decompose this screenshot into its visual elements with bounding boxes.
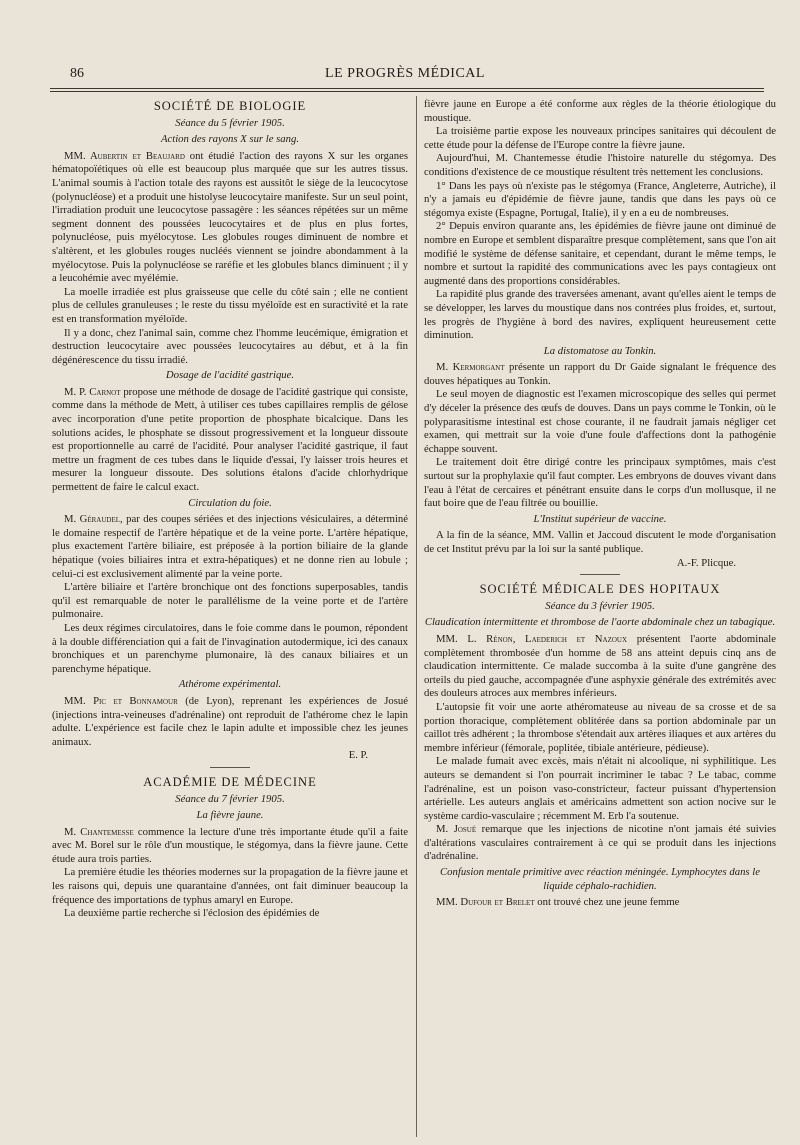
paragraph-text: remarque que les injections de nicotine n'ont jamais été suivies d'altérations vasculaires contrairement à ce qui se produit dans les injections d'adrénaline.: [424, 823, 776, 863]
author-names: M. Josué: [436, 823, 477, 836]
paragraph: 1° Dans les pays où n'existe pas le stégomya (France, Angleterre, Autriche), il n'y a jamais eu d'épidémie de fièvre jaune, tandis que dans les pays où ce stégomya existe (Espagne, Portugal, Italie), il y en a eu de nombreuses.: [424, 179, 776, 219]
paragraph: La rapidité plus grande des traversées amenant, avant qu'elles aient le temps de se développer, les larves du moustique dans nos contrées plus froides, et, surtout, les progrès de l'hygiène à bord des navires, expliquent heureusement cette diminution.: [424, 288, 776, 342]
paragraph-text: présentent l'aorte abdominale complètement thrombosée d'un homme de 58 ans atteint depuis cinq ans de claudication intermittente. Ce malade succomba à la suite d'une gangrène des orteils du pied gauche, accompagnée d'une asphyxie générale des extrémités avec des douleurs atroces aux membres inférieurs.: [424, 632, 776, 700]
paragraph: [52, 386, 408, 495]
paragraph: La troisième partie expose les nouveaux principes sanitaires qui découlent de cette étude pour la défense de l'Europe contre la fièvre jaune.: [424, 125, 776, 151]
paragraph: [424, 823, 776, 864]
author-names: MM. Dufour et Brelet: [436, 896, 535, 909]
paragraph: [424, 896, 776, 910]
article-title: Circulation du foie.: [188, 496, 272, 509]
paragraph: La première étudie les théories modernes sur la propagation de la fièvre jaune et les raisons qui, depuis une quarantaine d'années, ont fait diminuer beaucoup la fréquence des importations de typhus amaryl en Europe.: [52, 866, 408, 906]
author-names: MM. Aubertin et Beaujard: [64, 149, 185, 162]
paragraph-text: propose une méthode de dosage de l'acidité gastrique qui consiste, comme dans la méthode de Mett, à utiliser ces tubes capillaires remplis de gélose avec incorporation d'une petite proportion de phosphate bicalcique. Dans les solutions acides, le phosphate se dissout progressivement et la longueur dissoute est proportionnelle au carré de l'acidité. Pour analyser l'acidité gastrique, il faut mettre un fragment de ces tubes dans le liquide d'essai, l'y laisser trois heures et mesurer la longueur dissoute. Des solutions étalons d'acide chlorhydrique permettent de faire le calcul exact.: [52, 385, 408, 494]
author-names: M. Chantemesse: [64, 825, 134, 838]
paragraph-text: présente un rapport du Dr Gaide signalant le fréquence des douves hépatiques au Tonkin.: [424, 361, 776, 387]
paragraph: Le seul moyen de diagnostic est l'examen microscopique des selles qui permet d'y déceler la présence des œufs de douves. Dans un pays comme le Tonkin, où le polyparasitisme intestinal est chose courante, il ne faudrait jamais négliger cet examen, qui mettrait sur la voie d'une foule d'affections dont la pathogénie échappe souvent.: [424, 388, 776, 455]
paragraph: A la fin de la séance, MM. Vallin et Jaccoud discutent le mode d'organisation de cet Institut prévu par la loi sur la santé publique.: [424, 529, 776, 555]
section-separator: [580, 574, 620, 575]
article-title: L'Institut supérieur de vaccine.: [533, 512, 667, 525]
paragraph-text: ont étudié l'action des rayons X sur les organes hématopoïétiques où elle est beaucoup plus marquée que sur les autres tissus. L'animal soumis à l'action totale des rayons est aussitôt le siège de la leucocytose (polynucléose) et a produit une histolyse leucocytaire manifeste. Sur un seul point, l'irradiation produit une leucocytose passagère : les séances répétées sur un même segment donnent des poussées leucocytaires et de plus en plus fortes, polynucléose, puis myélocytose. Les globules rouges diminuent de nombre et s'altèrent, et les globules rouges nucléés viennent se joindre abondamment à la myélocytose. Puis la polynucléose se raréfie et les globules blancs diminuent ; il y a leucohémie avec myélémie.: [52, 149, 408, 285]
page-number: 86: [70, 66, 84, 81]
header-rule: [50, 88, 764, 89]
paragraph: [424, 361, 776, 388]
article-title: Confusion mentale primitive avec réaction méningée. Lymphocytes dans le liquide céphalo-rachidien.: [440, 866, 760, 892]
paragraph: Aujourd'hui, M. Chantemesse étudie l'histoire naturelle du stégomya. Des conditions d'existence de ce moustique résultent très nettement les conclusions.: [424, 152, 776, 178]
left-column: [52, 98, 408, 1128]
section-separator: [210, 767, 250, 768]
paragraph: [52, 513, 408, 581]
author-names: MM. Pic et Bonnamour: [64, 694, 178, 707]
paragraph: [424, 633, 776, 701]
author-names: MM. L. Rénon, Laederich et Nazoux: [436, 632, 628, 645]
author-names: M. Géraudel,: [64, 513, 123, 526]
paragraph: [52, 695, 408, 749]
running-title: LE PROGRÈS MÉDICAL: [325, 66, 485, 81]
paragraph: 2° Depuis environ quarante ans, les épidémies de fièvre jaune ont diminué de nombre en Europe et semblent disparaître presque complètement, sans que l'on ait modifié le système de défense sanitaire, et cependant, durant le même temps, le nombre et surtout la rapidité des communications avec les pays contagieux ont augmenté dans des proportions considérables.: [424, 220, 776, 287]
paragraph: [52, 150, 408, 286]
session-date: Séance du 5 février 1905.: [175, 116, 285, 129]
paragraph: L'autopsie fit voir une aorte athéromateuse au niveau de sa crosse et de sa portion thoracique, complètement oblitérée dans sa portion abdominale par un caillot très adhérent ; la thrombose s'étendait aux artères iliaques et aux artères du membre inférieur (fémorale, poplitée, tibiale antérieure, pédieuse).: [424, 700, 776, 754]
paragraph: [52, 826, 408, 867]
paragraph: Le malade fumait avec excès, mais n'était ni alcoolique, ni syphilitique. Les auteurs se demandent si l'on pourrait incriminer le tabac ? Le tabac, comme l'adrénaline, est un poison vaso-constricteur, facteur puissant d'hypertension artérielle. Les auteurs anglais et américains admettent son action nocive sur le système cardio-vasculaire ; récemment M. Erb l'a soutenue.: [424, 755, 776, 822]
paragraph-text: ont trouvé chez une jeune femme: [537, 896, 680, 909]
paragraph-text: par des coupes sériées et des injections vésiculaires, a déterminé le domaine respectif de l'artère hépatique et de la veine porte. L'artère hépatique, plus exactement l'artère biliaire, est préposée à la portion biliaire de la glande hépatique (voies biliaires intra et extra-hépatiques) et ne donne rien au lobule ; celui-ci est exclusivement alimenté par la veine porte.: [52, 513, 408, 580]
session-date: Séance du 7 février 1905.: [175, 792, 285, 805]
author-names: M. Kermorgant: [436, 361, 505, 374]
paragraph: fièvre jaune en Europe a été conforme aux règles de la théorie étiologique du moustique.: [424, 98, 776, 124]
paragraph: Les deux régimes circulatoires, dans le foie comme dans le poumon, répondent à la double différenciation qui a fait de l'invagination autodermique, ici des canaux bronchiques et un parenchyme plumonaire, là des canaux biliaires et un parenchyme hépatique.: [52, 621, 408, 675]
article-title: Action des rayons X sur le sang.: [160, 133, 300, 146]
paragraph-text: commence la lecture d'une très importante étude qu'il a faite avec M. Borel sur le rôle d'un moustique, le stégomya, dans la fièvre jaune. Cette étude aura trois parties.: [52, 825, 408, 865]
author-names: M. P. Carnot: [64, 385, 121, 398]
section-title: SOCIÉTÉ DE BIOLOGIE: [153, 99, 307, 113]
paragraph-text: (de Lyon), reprenant les expériences de Josué (injections intra-veineuses d'adrénaline) ont reproduit de l'athérome chez le lapin adulte. L'expérience est facile chez le lapin adulte et impossible chez les jeunes animaux.: [52, 694, 408, 748]
section-title: SOCIÉTÉ MÉDICALE DES HOPITAUX: [479, 582, 721, 597]
article-title: Athérome expérimental.: [178, 678, 282, 691]
signature: E. P.: [348, 749, 368, 762]
article-title: La fièvre jaune.: [196, 809, 264, 822]
session-date: Séance du 3 février 1905.: [545, 599, 655, 612]
paragraph: Il y a donc, chez l'animal sain, comme chez l'homme leucémique, émigration et destruction leucocytaire avec poussées leucocytaires au début, et à la fin dégénérescence du tissu irradié.: [52, 326, 408, 366]
paragraph: La moelle irradiée est plus graisseuse que celle du côté sain ; elle ne contient plus de cellules granuleuses ; le reste du tissu myéloïde est en suractivité et la rate est en transformation myéloïde.: [52, 285, 408, 325]
paragraph: Le traitement doit être dirigé contre les principaux symptômes, mais c'est surtout sur la prophylaxie qu'il faut compter. Les embryons de douves vivant dans l'eau à l'état de cercaires et pénétrant ensuite dans le corps d'un mollusque, il ne faut boire que de l'eau filtrée ou bouillie.: [424, 456, 776, 510]
column-divider: [416, 96, 417, 1137]
header-rule-double: [50, 91, 764, 92]
article-title: Dosage de l'acidité gastrique.: [165, 369, 295, 382]
paragraph: L'artère biliaire et l'artère bronchique ont des fonctions superposables, tandis qu'il est remarquable de noter le parallélisme de la veine porte et de l'artère pulmonaire.: [52, 581, 408, 621]
right-column: [424, 98, 776, 1138]
article-title: La distomatose au Tonkin.: [543, 344, 657, 357]
page-header: [50, 64, 760, 84]
signature: A.-F. Plicque.: [676, 556, 736, 569]
paragraph: La deuxième partie recherche si l'éclosion des épidémies de: [64, 907, 320, 920]
section-title: ACADÉMIE DE MÉDECINE: [143, 774, 317, 789]
article-title: Claudication intermittente et thrombose de l'aorte abdominale chez un tabagique.: [424, 616, 776, 629]
